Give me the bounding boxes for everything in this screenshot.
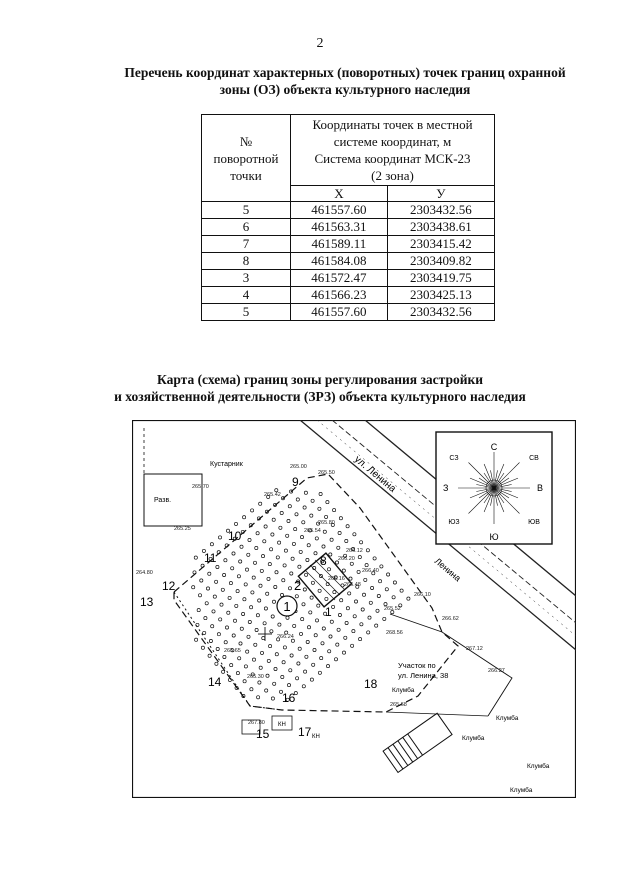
cell-point: 5: [202, 304, 291, 321]
elevation-label: 266.24: [277, 634, 294, 640]
cell-y: 2303425.13: [387, 287, 494, 304]
table-row: [202, 219, 495, 236]
table-row: [202, 270, 495, 287]
compass-w: З: [443, 483, 449, 493]
elevation-label: 265.80: [318, 520, 335, 526]
klumba-label: Клумба: [392, 687, 415, 694]
cell-y: 2303409.82: [387, 253, 494, 270]
plot-label: Участок по: [398, 661, 436, 670]
point-number-header: № поворотной точки: [202, 115, 291, 202]
zone-marker-label: 1: [283, 599, 291, 614]
elevation-label: 265.00: [290, 464, 307, 470]
elevation-label: 265.50: [318, 470, 335, 476]
cell-y: 2303419.75: [387, 270, 494, 287]
page-number: 2: [316, 36, 324, 51]
table-row: [202, 253, 495, 270]
map-heading: [60, 371, 580, 405]
heading-line: Карта (схема) границ зоны регулирования застройки: [156, 372, 484, 387]
elevation-label: 265.25: [174, 526, 191, 532]
klumba-label: Клумба: [510, 787, 533, 794]
elevation-label: 266.10: [414, 592, 431, 598]
cell-point: 5: [202, 202, 291, 219]
point-label: 1: [325, 605, 332, 619]
cell-point: 6: [202, 219, 291, 236]
elevation-label: 264.80: [136, 570, 153, 576]
cell-x: 461557.60: [291, 304, 388, 321]
table-row: [202, 287, 495, 304]
point-label: 2: [294, 578, 302, 593]
point-label: 8: [320, 554, 327, 568]
klumba-label: Клумба: [496, 715, 519, 722]
point-label: 11: [204, 551, 217, 565]
compass-ne: СВ: [529, 455, 539, 462]
elevation-label: 266.62: [442, 616, 459, 622]
point-label: 12: [162, 579, 176, 593]
cell-y: 2303432.56: [387, 202, 494, 219]
cell-x: 461557.60: [291, 202, 388, 219]
street-label: Ленина: [432, 555, 463, 584]
compass-nw: СЗ: [449, 455, 459, 462]
point-label: 16: [282, 691, 296, 705]
axis-x-header: X: [291, 186, 388, 202]
cell-y: 2303415.42: [387, 236, 494, 253]
heading-line: Перечень координат характерных (поворотных) точек границ охранной: [124, 65, 566, 80]
elevation-label: 266.40: [362, 568, 379, 574]
point-label: 9: [292, 475, 299, 489]
street-label: ул. Ленина: [352, 453, 398, 495]
cell-x: 461563.31: [291, 219, 388, 236]
plot-label: ул. Ленина, 38: [398, 671, 449, 680]
elevation-label: 267.80: [248, 720, 265, 726]
compass-e: В: [537, 483, 544, 493]
point-label: 15: [256, 727, 270, 741]
compass-n: С: [490, 442, 498, 452]
elevation-label: 265.42: [264, 492, 281, 498]
compass-inset: [436, 432, 552, 544]
elevation-label: 266.48: [344, 582, 361, 588]
heading-line: и хозяйственной деятельности (ЗРЗ) объекта культурного наследия: [114, 389, 526, 404]
point-label: 10: [228, 529, 242, 543]
kn-label: КН: [278, 722, 286, 728]
cell-y: 2303438.61: [387, 219, 494, 236]
cell-x: 461589.11: [291, 236, 388, 253]
cell-x: 461584.08: [291, 253, 388, 270]
elevation-label: 266.27: [488, 668, 505, 674]
axis-y-header: У: [387, 186, 494, 202]
elevation-label: 265.68: [390, 702, 407, 708]
area-label: Кустарник: [210, 461, 243, 468]
elevation-label: 267.12: [466, 646, 483, 652]
point-label: 17: [298, 725, 312, 739]
cell-point: 3: [202, 270, 291, 287]
point-label: 13: [140, 595, 154, 609]
cell-point: 7: [202, 236, 291, 253]
table-row: [202, 236, 495, 253]
elevation-label: 266.20: [338, 556, 355, 562]
kn-label: КН: [312, 734, 320, 740]
klumba-label: Клумба: [527, 763, 550, 770]
point-label: 18: [364, 677, 378, 691]
coordinates-table: [201, 114, 495, 321]
elevation-label: 268.56: [386, 630, 403, 636]
elevation-label: 266.16: [328, 576, 345, 582]
coordinates-heading: [85, 64, 605, 98]
table-row: [202, 304, 495, 321]
cell-x: 461572.47: [291, 270, 388, 287]
compass-s: Ю: [489, 532, 499, 542]
compass-sw: ЮЗ: [448, 519, 460, 526]
elevation-label: 265.65: [224, 648, 241, 654]
coordinate-system-header: Координаты точек в местной системе координат, м Система координат МСК-23 (2 зона): [291, 115, 495, 186]
klumba-label: Клумба: [462, 735, 485, 742]
elevation-label: 265.52: [384, 606, 401, 612]
cell-point: 4: [202, 287, 291, 304]
area-label: Разв.: [154, 497, 172, 504]
table-row: [202, 202, 495, 219]
elevation-label: 265.54: [304, 528, 321, 534]
cell-x: 461566.23: [291, 287, 388, 304]
cell-y: 2303432.56: [387, 304, 494, 321]
elevation-label: 265.30: [247, 674, 264, 680]
table-header-row: [202, 115, 495, 186]
point-label: 14: [208, 675, 222, 689]
cell-point: 8: [202, 253, 291, 270]
boundary-map: [132, 420, 576, 798]
elevation-label: 265.70: [192, 484, 209, 490]
heading-line: зоны (ОЗ) объекта культурного наследия: [219, 82, 471, 97]
compass-se: ЮВ: [528, 519, 540, 526]
elevation-label: 266.12: [346, 548, 363, 554]
